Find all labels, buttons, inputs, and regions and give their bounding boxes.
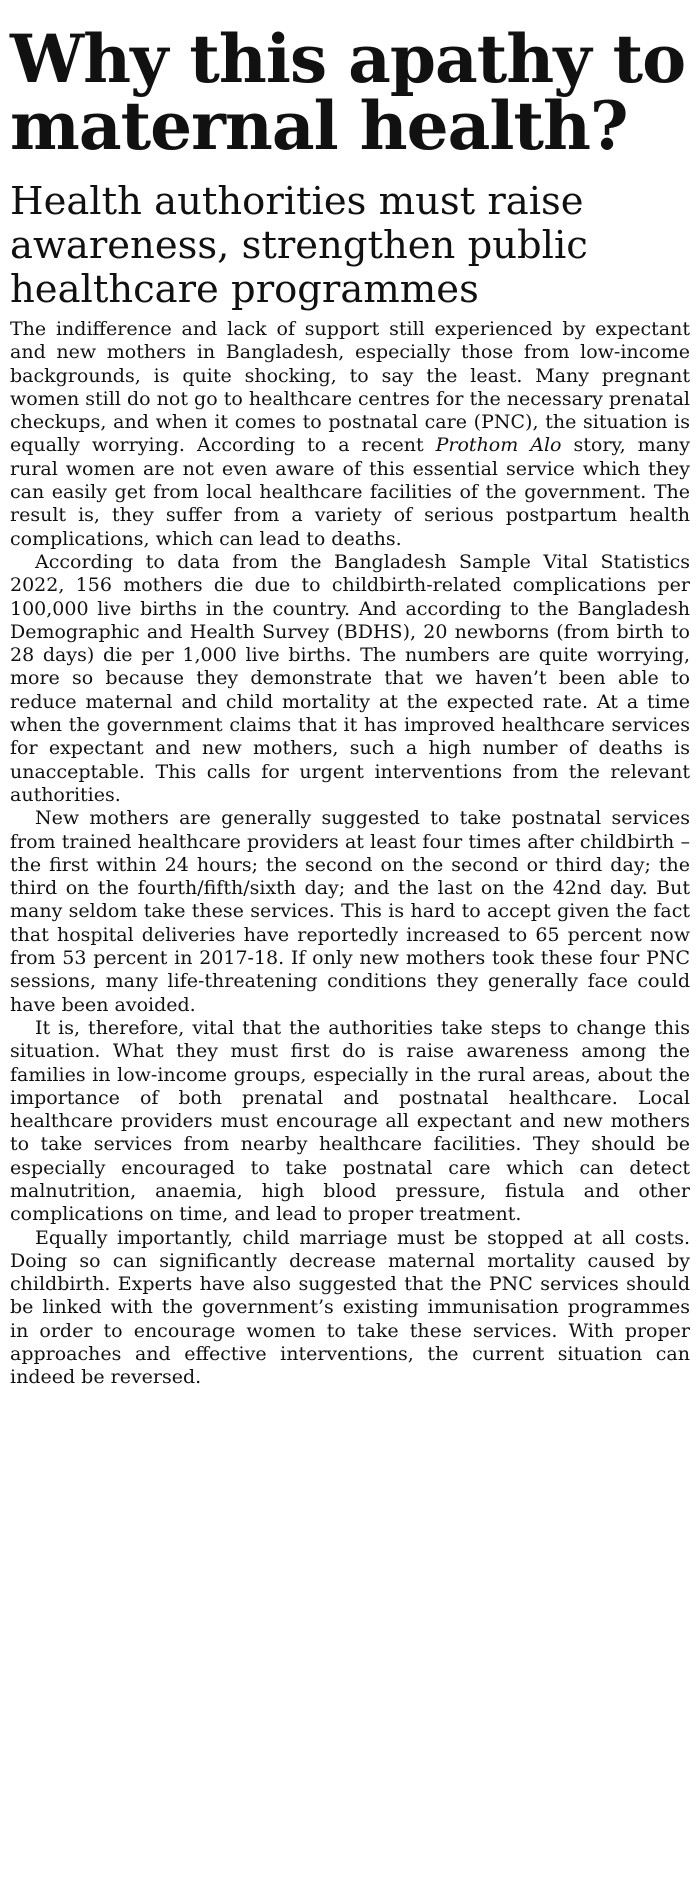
newspaper-name: Prothom Alo [435,434,562,457]
paragraph-4: It is, therefore, vital that the authorities take steps to change this situation. What they must first do is raise awareness among the families in low-income groups, especially in the rural areas, about the importance of both prenatal and postnatal healthcare. Local healthcare providers must encourage all expectant and new mothers to take services from nearby healthcare facilities. They should be especially encouraged to take postnatal care which can detect malnutrition, anaemia, high blood pressure, fistula and other complications on time, and lead to proper treatment. [10,1016,690,1226]
subheadline: Health authorities must raise awareness, strengthen public healthcare programmes [10,179,588,312]
headline: Why this apathy to maternal health? [10,20,686,165]
paragraph-1-text-end: story, many rural women are not even aware of this essential service which they can easily get from local healthcare facilities of the government. The result is, they suffer from a variety of serious postpartum health complications, which can lead to deaths. [10,434,690,550]
paragraph-5: Equally importantly, child marriage must be stopped at all costs. Doing so can significantly decrease maternal mortality caused by childbirth. Experts have also suggested that the PNC services should be linked with the government’s existing immunisation programmes in order to encourage women to take these services. With proper approaches and effective interventions, the current situation can indeed be reversed. [10,1226,690,1389]
paragraph-2: According to data from the Bangladesh Sample Vital Statistics 2022, 156 mothers die due to childbirth-related complications per 100,000 live births in the country. And according to the Bangladesh Demographic and Health Survey (BDHS), 20 newborns (from birth to 28 days) die per 1,000 live births. The numbers are quite worrying, more so because they demonstrate that we haven’t been able to reduce maternal and child mortality at the expected rate. At a time when the government claims that it has improved healthcare services for expectant and new mothers, such a high number of deaths is unacceptable. This calls for urgent interventions from the relevant authorities. [10,550,690,806]
paragraph-1-text-start: The indifference and lack of support still experienced by expectant and new mothers in Bangladesh, especially those from low-income backgrounds, is quite shocking, to say the least. Many pregnant women still do not go to healthcare centres for the necessary prenatal checkups, and when it comes to postnatal care (PNC), the situation is equally worrying. According to a recent [10,318,690,457]
article-body [10,318,690,1390]
paragraph-3: New mothers are generally suggested to take postnatal services from trained healthcare providers at least four times after childbirth – the first within 24 hours; the second on the second or third day; the third on the fourth/fifth/sixth day; and the last on the 42nd day. But many seldom take these services. This is hard to accept given the fact that hospital deliveries have reportedly increased to 65 percent now from 53 percent in 2017-18. If only new mothers took these four PNC sessions, many life-threatening conditions they generally face could have been avoided. [10,807,690,1016]
paragraph-1 [10,318,690,551]
